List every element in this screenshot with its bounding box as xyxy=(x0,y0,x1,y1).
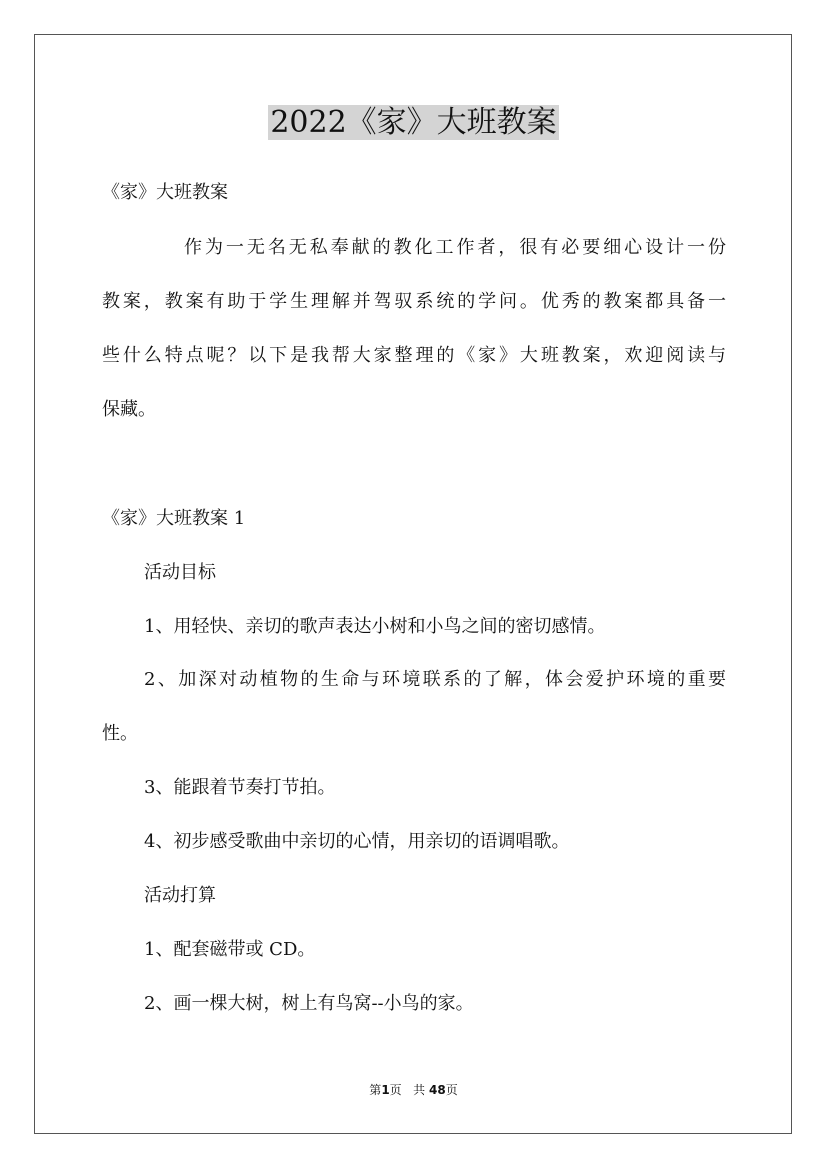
goal-item-3: 3、能跟着节奏打节拍。 xyxy=(144,777,336,798)
intro-line-4: 保藏。 xyxy=(102,399,156,420)
prep-heading: 活动打算 xyxy=(144,885,216,906)
goals-heading: 活动目标 xyxy=(144,562,216,583)
footer-total-suffix: 页 xyxy=(445,1083,458,1097)
goal-item-2-cont: 性。 xyxy=(102,723,138,744)
document-heading: 《家》大班教案 xyxy=(102,182,228,203)
prep-item-1: 1、配套磁带或 CD。 xyxy=(144,939,316,960)
intro-line-2: 教案，教案有助于学生理解并驾驭系统的学问。优秀的教案都具备一 xyxy=(102,291,726,312)
footer-total-pages: 48 xyxy=(428,1083,446,1097)
footer-prefix: 第 xyxy=(369,1083,382,1097)
section-title: 《家》大班教案 1 xyxy=(102,508,246,529)
footer-page-suffix: 页 xyxy=(389,1083,402,1097)
footer-current-page: 1 xyxy=(381,1083,390,1097)
intro-line-1: 作为一无名无私奉献的教化工作者，很有必要细心设计一份 xyxy=(184,237,726,258)
intro-line-3: 些什么特点呢？以下是我帮大家整理的《家》大班教案，欢迎阅读与 xyxy=(102,345,726,366)
footer-total-prefix: 共 xyxy=(413,1083,426,1097)
goal-item-2: 2、加深对动植物的生命与环境联系的了解，体会爱护环境的重要 xyxy=(144,669,726,690)
goal-item-4: 4、初步感受歌曲中亲切的心情，用亲切的语调唱歌。 xyxy=(144,831,570,852)
document-title-text: 2022《家》大班教案 xyxy=(270,105,557,140)
goal-item-1: 1、用轻快、亲切的歌声表达小树和小鸟之间的密切感情。 xyxy=(144,616,606,637)
document-title xyxy=(0,103,827,143)
prep-item-2: 2、画一棵大树，树上有鸟窝--小鸟的家。 xyxy=(144,993,474,1014)
page-footer xyxy=(0,1082,827,1098)
